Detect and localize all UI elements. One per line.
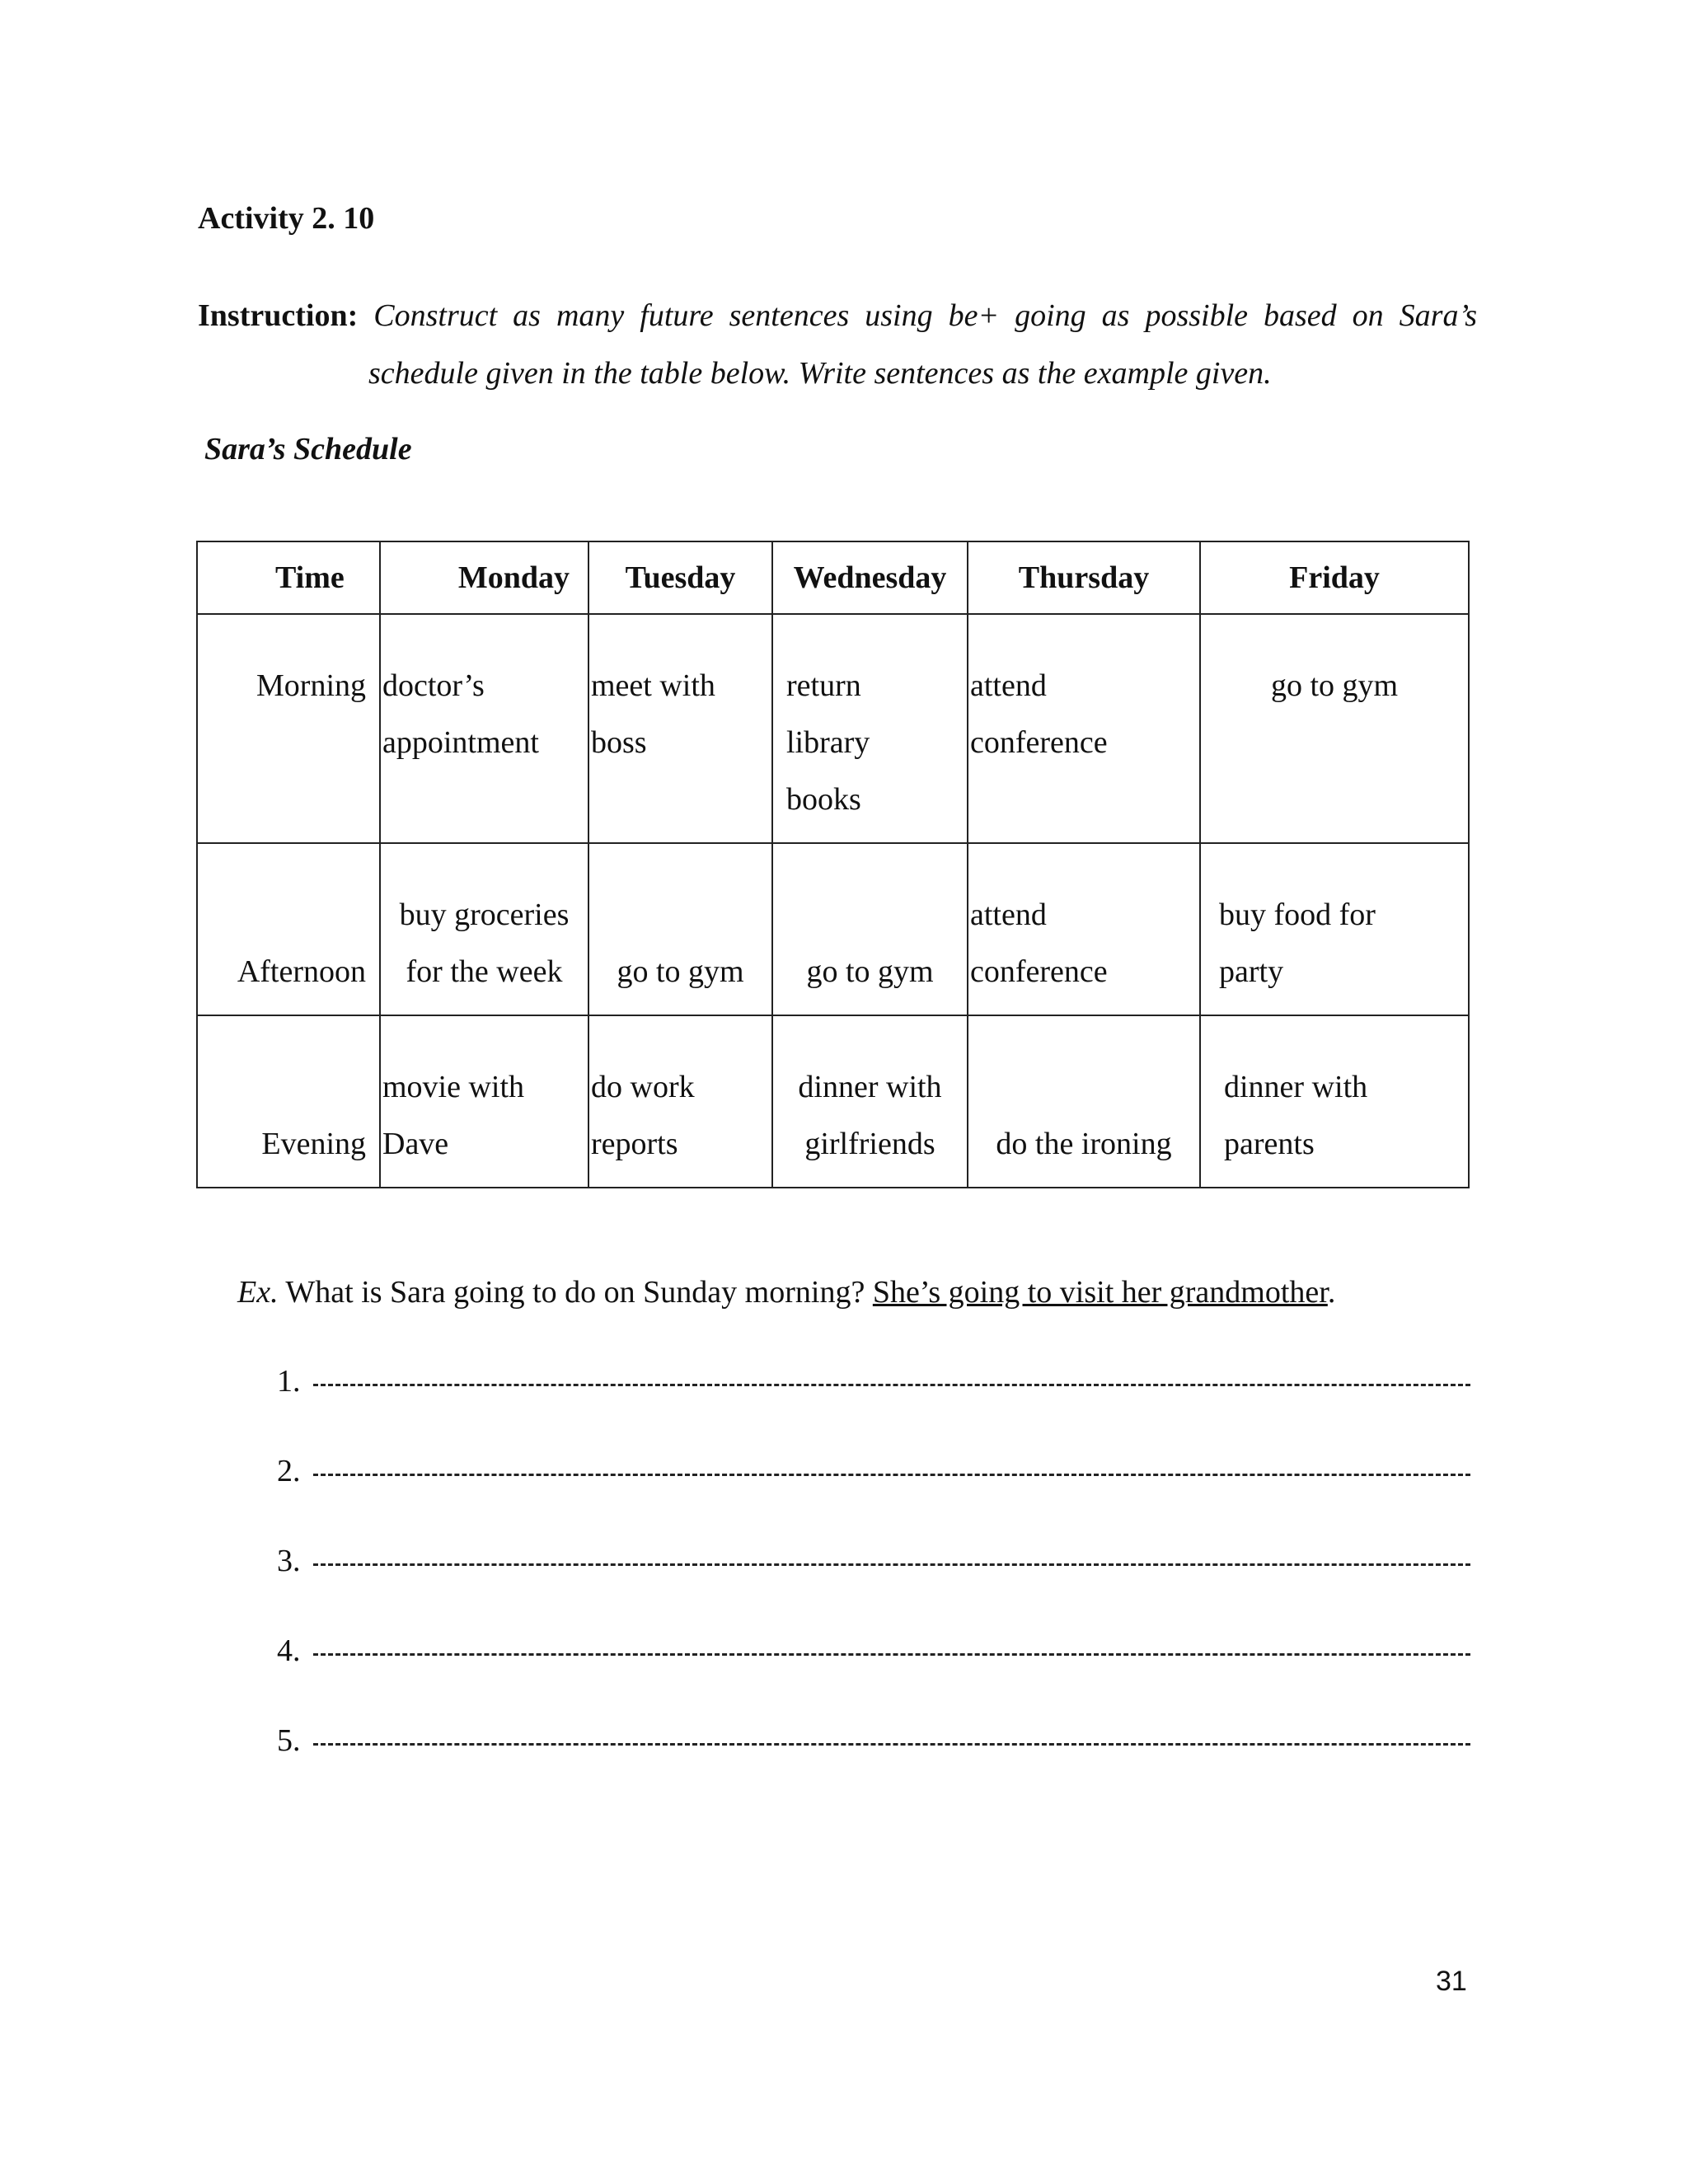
answer-line-3[interactable] xyxy=(277,1538,1470,1584)
table-cell-friday-afternoon: buy food for party xyxy=(1200,843,1469,1015)
answer-number: 4. xyxy=(277,1633,301,1668)
header-monday: Monday xyxy=(380,541,588,614)
answer-number: 3. xyxy=(277,1544,301,1578)
answer-number: 2. xyxy=(277,1454,301,1488)
row-label-afternoon: Afternoon xyxy=(197,843,380,1015)
example-answer: She’s going to visit her grandmother xyxy=(872,1275,1328,1310)
answer-blank[interactable] xyxy=(313,1384,1470,1386)
header-friday: Friday xyxy=(1200,541,1469,614)
table-row-evening xyxy=(197,1015,1469,1188)
schedule-table xyxy=(196,541,1470,1188)
answer-blank[interactable] xyxy=(313,1474,1470,1476)
header-time: Time xyxy=(197,541,380,614)
example-end: . xyxy=(1327,1275,1336,1310)
row-label-morning: Morning xyxy=(197,614,380,843)
header-thursday: Thursday xyxy=(968,541,1200,614)
answer-line-1[interactable] xyxy=(277,1358,1470,1404)
answer-blank[interactable] xyxy=(313,1653,1470,1656)
table-cell-thursday-afternoon: attend conference xyxy=(968,843,1200,1015)
instruction-block xyxy=(198,287,1477,402)
activity-title: Activity 2. 10 xyxy=(198,201,375,236)
table-cell-monday-evening: movie with Dave xyxy=(380,1015,588,1188)
schedule-title: Sara’s Schedule xyxy=(204,432,412,466)
answer-line-2[interactable] xyxy=(277,1448,1470,1494)
table-header-row xyxy=(197,541,1469,614)
table-cell-thursday-evening: do the ironing xyxy=(968,1015,1200,1188)
table-cell-monday-morning: doctor’s appointment xyxy=(380,614,588,843)
instruction-text-2: schedule given in the table below. Write sentences as the example given. xyxy=(368,356,1272,391)
table-row-morning xyxy=(197,614,1469,843)
table-cell-tuesday-afternoon: go to gym xyxy=(588,843,772,1015)
instruction-label: Instruction: xyxy=(198,298,359,333)
table-cell-tuesday-evening: do work reports xyxy=(588,1015,772,1188)
instruction-text-1: Construct as many future sentences using be+ going as possible based on Sara’s xyxy=(373,298,1478,333)
table-cell-thursday-morning: attend conference xyxy=(968,614,1200,843)
answer-blank[interactable] xyxy=(313,1743,1470,1746)
answer-number: 5. xyxy=(277,1723,301,1758)
page-number: 31 xyxy=(1436,1966,1467,1997)
table-cell-wednesday-afternoon: go to gym xyxy=(772,843,968,1015)
answer-line-5[interactable] xyxy=(277,1718,1470,1764)
table-cell-tuesday-morning: meet with boss xyxy=(588,614,772,843)
answer-blank[interactable] xyxy=(313,1563,1470,1566)
table-cell-friday-evening: dinner with parents xyxy=(1200,1015,1469,1188)
table-cell-wednesday-morning: return library books xyxy=(772,614,968,843)
table-cell-monday-afternoon: buy groceries for the week xyxy=(380,843,588,1015)
table-cell-wednesday-evening: dinner with girlfriends xyxy=(772,1015,968,1188)
answer-number: 1. xyxy=(277,1364,301,1399)
header-wednesday: Wednesday xyxy=(772,541,968,614)
row-label-evening: Evening xyxy=(197,1015,380,1188)
example-sentence xyxy=(237,1269,1335,1315)
instruction-line-1 xyxy=(198,287,1477,344)
example-question: What is Sara going to do on Sunday morning? xyxy=(285,1275,865,1310)
table-row-afternoon xyxy=(197,843,1469,1015)
answer-line-4[interactable] xyxy=(277,1628,1470,1674)
header-tuesday: Tuesday xyxy=(588,541,772,614)
table-cell-friday-morning: go to gym xyxy=(1200,614,1469,843)
answer-lines xyxy=(277,1358,1470,1807)
example-label: Ex. xyxy=(237,1275,279,1310)
